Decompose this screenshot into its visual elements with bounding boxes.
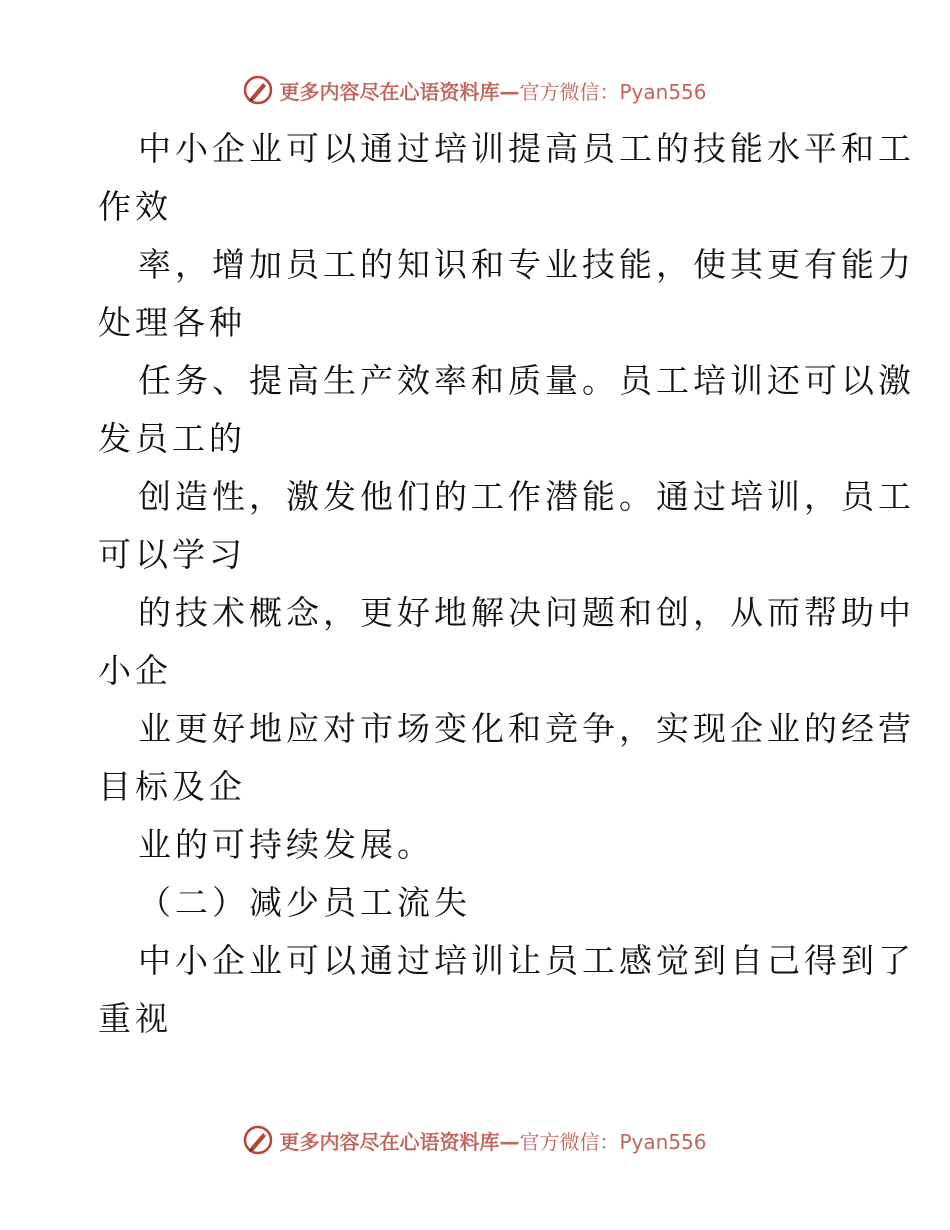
- text-line: 小企: [98, 651, 172, 690]
- banner-separator: —: [499, 79, 520, 104]
- banner-wechat-id: Pyan556: [619, 1129, 707, 1154]
- footer-banner: [0, 1120, 950, 1160]
- text-line: 业更好地应对市场变化和竞争，实现企业的经营: [138, 709, 915, 748]
- text-line: 的技术概念，更好地解决问题和创，从而帮助中: [138, 593, 915, 632]
- text-line: 发员工的: [98, 419, 246, 458]
- text-line: （二）减少员工流失: [138, 883, 471, 922]
- text-line: 中小企业可以通过培训提高员工的技能水平和工: [138, 129, 915, 168]
- text-line: 重视: [98, 999, 172, 1038]
- text-line: 作效: [98, 187, 172, 226]
- text-line: 业的可持续发展。: [138, 825, 434, 864]
- banner-wechat-id: Pyan556: [619, 79, 707, 104]
- header-banner: [0, 70, 950, 110]
- text-line: 中小企业可以通过培训让员工感觉到自己得到了: [138, 941, 915, 980]
- banner-brand: 更多内容尽在心语资料库: [279, 79, 500, 104]
- text-line: 可以学习: [98, 535, 246, 574]
- banner-brand: 更多内容尽在心语资料库: [279, 1129, 500, 1154]
- text-line: 任务、提高生产效率和质量。员工培训还可以激: [138, 361, 915, 400]
- text-line: 创造性，激发他们的工作潜能。通过培训，员工: [138, 477, 915, 516]
- text-line: 率，增加员工的知识和专业技能，使其更有能力: [138, 245, 915, 284]
- header-banner-text: [279, 76, 706, 105]
- pen-logo-icon: [243, 1125, 273, 1155]
- text-line: 目标及企: [98, 767, 246, 806]
- banner-wechat-label: 官方微信：: [519, 79, 620, 104]
- text-line: 处理各种: [98, 303, 246, 342]
- pen-logo-icon: [243, 75, 273, 105]
- document-body: [98, 120, 915, 1048]
- banner-separator: —: [499, 1129, 520, 1154]
- banner-wechat-label: 官方微信：: [519, 1129, 620, 1154]
- footer-banner-text: [279, 1126, 706, 1155]
